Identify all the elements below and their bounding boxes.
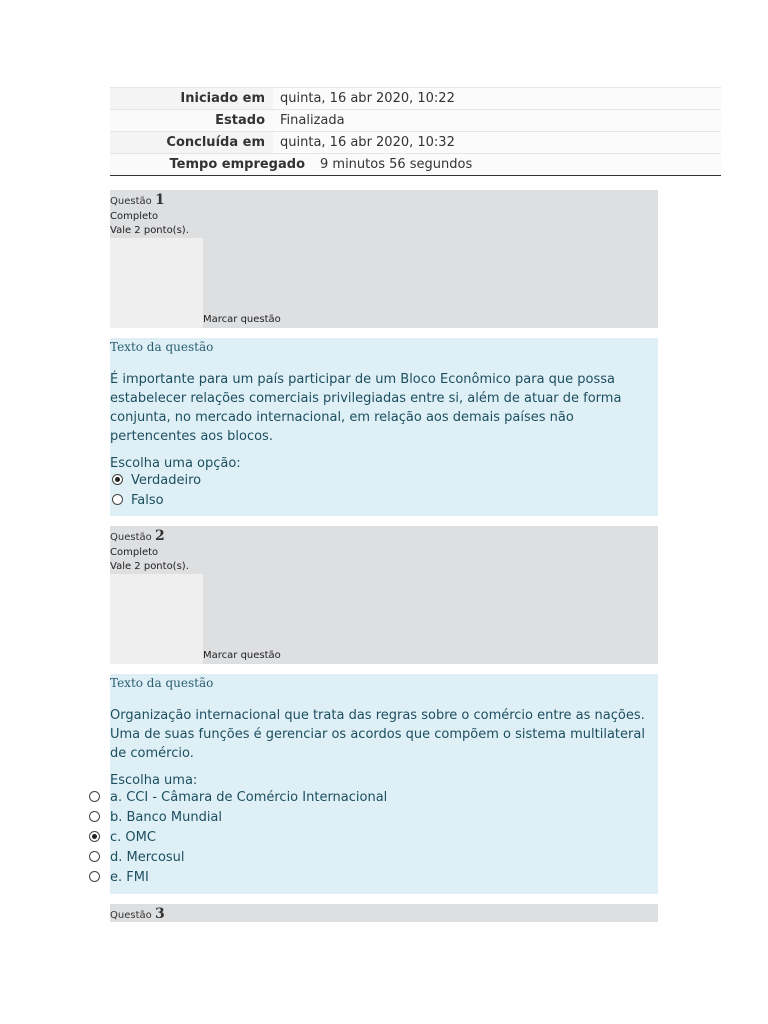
question-text-title: Texto da questão: [110, 340, 214, 354]
question-state: Completo: [110, 211, 159, 222]
question-3-info: [110, 904, 658, 922]
question-grade: Vale 2 ponto(s).: [110, 225, 189, 236]
summary-label: Concluída em: [166, 135, 265, 150]
radio-button-icon[interactable]: [112, 494, 123, 505]
question-text: É importante para um país participar de um Bloco Econômico para que possa estabelecer relações comerciais privilegiadas entre si, além de atuar de forma conjunta, no mercado internacional, em relação aos demais países não pertencentes aos blocos.: [110, 372, 622, 444]
summary-label: Tempo empregado: [169, 157, 305, 172]
summary-row-state: [110, 109, 721, 131]
answer-prompt: Escolha uma opção:: [110, 456, 241, 471]
question-text-title: Texto da questão: [110, 676, 214, 690]
answer-option[interactable]: Verdadeiro: [110, 471, 658, 491]
summary-value: quinta, 16 abr 2020, 10:22: [273, 88, 721, 109]
answer-prompt: Escolha uma:: [110, 773, 198, 788]
answer-option[interactable]: b. Banco Mundial: [110, 808, 658, 828]
question-number: 3: [154, 906, 165, 922]
summary-row-completed: [110, 131, 721, 153]
answer-option[interactable]: e. FMI: [110, 868, 658, 888]
question-number: Questão 1: [110, 192, 165, 208]
question-1-info: [110, 190, 658, 328]
radio-button-icon[interactable]: [89, 871, 100, 882]
question-1-content: [110, 338, 658, 516]
question-nav-area: [110, 238, 203, 328]
question-number: Questão 2: [110, 528, 165, 544]
radio-button-icon[interactable]: [112, 474, 123, 485]
summary-value: 9 minutos 56 segundos: [313, 154, 721, 175]
question-2-content: [110, 674, 658, 894]
radio-button-icon[interactable]: [89, 811, 100, 822]
radio-button-icon[interactable]: [89, 851, 100, 862]
question-state: Completo: [110, 547, 159, 558]
radio-button-icon[interactable]: [89, 831, 100, 842]
flag-question-link[interactable]: Marcar questão: [203, 314, 281, 325]
attempt-summary-table: [110, 87, 721, 176]
flag-question-link[interactable]: Marcar questão: [203, 650, 281, 661]
summary-label: Iniciado em: [180, 91, 265, 106]
question-number-label: Questão: [110, 910, 152, 921]
summary-row-started: [110, 87, 721, 109]
summary-value: quinta, 16 abr 2020, 10:32: [273, 132, 721, 153]
summary-label: Estado: [215, 113, 265, 128]
answer-option[interactable]: a. CCI - Câmara de Comércio Internacional: [110, 788, 658, 808]
summary-value: Finalizada: [273, 110, 721, 131]
radio-button-icon[interactable]: [89, 791, 100, 802]
summary-row-time: [110, 153, 721, 176]
question-nav-area: [110, 574, 203, 664]
question-grade: Vale 2 ponto(s).: [110, 561, 189, 572]
answer-option[interactable]: d. Mercosul: [110, 848, 658, 868]
question-2-info: [110, 526, 658, 664]
answer-option[interactable]: Falso: [110, 491, 658, 511]
question-text: Organização internacional que trata das regras sobre o comércio entre as nações. Uma de suas funções é gerenciar os acordos que compõem o sistema multilateral de comércio.: [110, 708, 645, 761]
answer-option[interactable]: c. OMC: [110, 828, 658, 848]
